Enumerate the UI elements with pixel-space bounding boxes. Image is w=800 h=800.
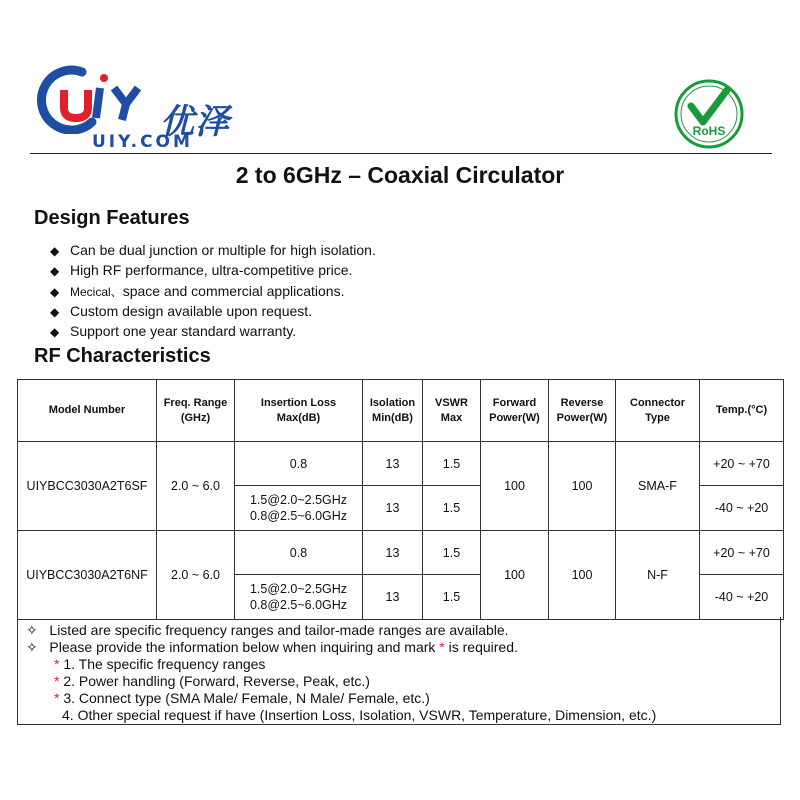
rohs-badge-icon <box>673 78 745 150</box>
cell-model: UIYBCC3030A2T6SF <box>18 442 157 531</box>
note-item-1: * 1. The specific frequency ranges <box>54 656 266 672</box>
cell-temperature: +20 ~ +70 <box>700 531 784 575</box>
cell-isolation: 13 <box>363 575 423 620</box>
required-star: * <box>54 656 60 672</box>
table-row <box>18 531 784 575</box>
col-vswr: VSWR Max <box>423 380 481 442</box>
note-item-4: 4. Other special request if have (Insertion Loss, Isolation, VSWR, Temperature, Dimension, etc.) <box>62 707 657 723</box>
cell-insertion-loss: 0.8 <box>235 531 363 575</box>
company-logo <box>34 64 254 154</box>
col-reverse-power: Reverse Power(W) <box>549 380 616 442</box>
note-line-1: ✧ Listed are specific frequency ranges and tailor-made ranges are available. <box>26 622 509 638</box>
cell-reverse-power: 100 <box>549 531 616 620</box>
diamond-bullet-icon: ◆ <box>50 304 60 319</box>
diamond-bullet-icon: ◆ <box>50 244 60 258</box>
feature-item: ◆ Support one year standard warranty. <box>50 322 376 342</box>
document-title: 2 to 6GHz – Coaxial Circulator <box>235 162 565 188</box>
rf-characteristics-table <box>17 379 784 620</box>
required-star: * <box>54 673 60 689</box>
design-features-heading: Design Features <box>34 207 190 229</box>
cell-freq: 2.0 ~ 6.0 <box>157 442 235 531</box>
header-divider <box>30 153 772 154</box>
logo-mark-icon <box>34 64 164 134</box>
feature-item: ◆ High RF performance, ultra-competitive price. <box>50 261 376 281</box>
col-isolation: Isolation Min(dB) <box>363 380 423 442</box>
cell-temperature: -40 ~ +20 <box>700 486 784 531</box>
cell-vswr: 1.5 <box>423 575 481 620</box>
cell-vswr: 1.5 <box>423 531 481 575</box>
col-insertion-loss: Insertion Loss Max(dB) <box>235 380 363 442</box>
feature-item: ◆ Mecical、space and commercial applications. <box>50 282 376 302</box>
diamond-bullet-icon: ◆ <box>50 264 60 279</box>
cell-insertion-loss: 1.5@2.0~2.5GHz 0.8@2.5~6.0GHz <box>235 575 363 620</box>
cell-vswr: 1.5 <box>423 442 481 486</box>
feature-prefix: Mecical、 <box>70 284 123 299</box>
cell-temperature: -40 ~ +20 <box>700 575 784 620</box>
note-diamond-icon: ✧ <box>26 639 38 655</box>
cell-isolation: 13 <box>363 531 423 575</box>
logo-url-text: UIY.COM <box>92 132 193 152</box>
cell-vswr: 1.5 <box>423 486 481 531</box>
cell-temperature: +20 ~ +70 <box>700 442 784 486</box>
table-row <box>18 442 784 486</box>
col-model-number: Model Number <box>18 380 157 442</box>
feature-item: ◆ Custom design available upon request. <box>50 302 376 322</box>
cell-forward-power: 100 <box>481 531 549 620</box>
col-connector-type: Connector Type <box>616 380 700 442</box>
rohs-label: RoHS <box>692 124 726 138</box>
diamond-bullet-icon: ◆ <box>50 325 60 340</box>
cell-connector: N-F <box>616 531 700 620</box>
note-item-2: * 2. Power handling (Forward, Reverse, Peak, etc.) <box>54 673 370 689</box>
cell-isolation: 13 <box>363 442 423 486</box>
cell-isolation: 13 <box>363 486 423 531</box>
note-item-3: * 3. Connect type (SMA Male/ Female, N Male/ Female, etc.) <box>54 690 430 706</box>
cell-freq: 2.0 ~ 6.0 <box>157 531 235 620</box>
col-forward-power: Forward Power(W) <box>481 380 549 442</box>
col-temperature: Temp.(°C) <box>700 380 784 442</box>
required-star: * <box>54 690 60 706</box>
design-features-list <box>50 241 376 342</box>
rf-characteristics-heading: RF Characteristics <box>34 345 211 367</box>
col-freq-range: Freq. Range (GHz) <box>157 380 235 442</box>
feature-item: ◆ Can be dual junction or multiple for high isolation. <box>50 241 376 261</box>
logo-chinese-text: 优泽 <box>160 102 230 142</box>
cell-insertion-loss: 0.8 <box>235 442 363 486</box>
cell-connector: SMA-F <box>616 442 700 531</box>
notes-box <box>17 617 781 725</box>
required-star: * <box>439 639 445 655</box>
cell-insertion-loss: 1.5@2.0~2.5GHz 0.8@2.5~6.0GHz <box>235 486 363 531</box>
note-line-2: ✧ Please provide the information below when inquiring and mark * is required. <box>26 639 518 655</box>
note-diamond-icon: ✧ <box>26 622 38 638</box>
cell-forward-power: 100 <box>481 442 549 531</box>
diamond-bullet-icon: ◆ <box>50 284 60 299</box>
cell-model: UIYBCC3030A2T6NF <box>18 531 157 620</box>
table-header-row <box>18 380 784 442</box>
cell-reverse-power: 100 <box>549 442 616 531</box>
